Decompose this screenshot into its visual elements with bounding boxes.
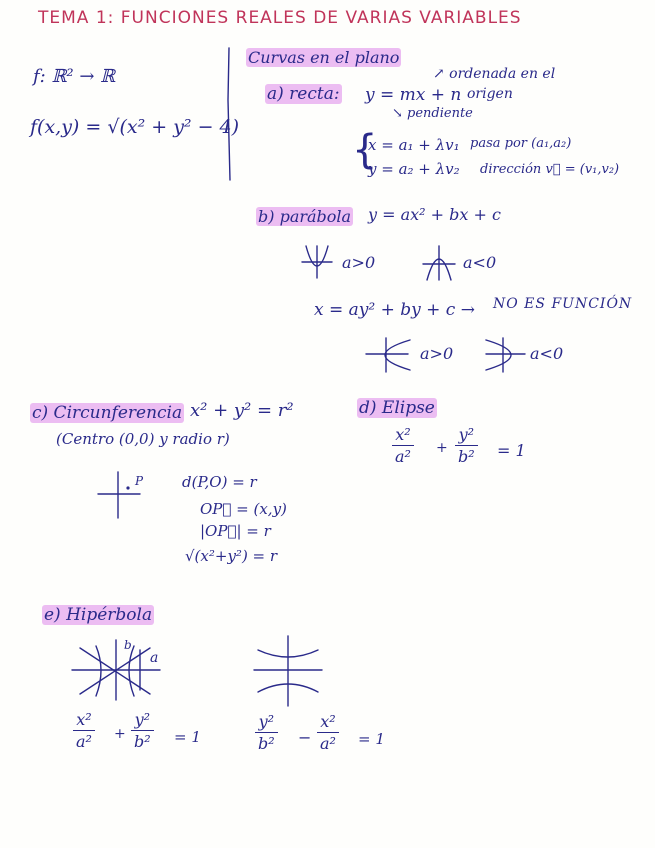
sqrt-eq: √(x²+y²) = r (185, 547, 278, 565)
line-equation: y = mx + n (365, 85, 462, 105)
hyperbola2-equals: = 1 (358, 730, 385, 748)
system-brace-icon: { (352, 127, 378, 173)
not-function-note: NO ES FUNCIÓN (493, 296, 633, 312)
page-title: TEMA 1: FUNCIONES REALES DE VARIAS VARIABLES (38, 8, 522, 28)
cond-up: a>0 (342, 253, 376, 272)
circle-label: c) Circunferencia (32, 403, 183, 423)
function-definition: f(x,y) = √(x² + y² − 4) (30, 116, 240, 138)
param-y: y = a₂ + λv₂ (368, 160, 460, 178)
hyperbola1-op: + (114, 726, 126, 742)
line-label: a) recta: (267, 84, 340, 104)
passes-through: pasa por (a₁,a₂) (470, 136, 572, 151)
hyperbola-label: e) Hipérbola (44, 605, 153, 625)
hyperbola2-fraction-x: x² a² (317, 712, 339, 753)
circle-equation: x² + y² = r² (190, 400, 294, 421)
ellipse-equals: = 1 (497, 441, 526, 460)
section-heading: Curvas en el plano (248, 48, 400, 67)
param-x: x = a₁ + λv₁ (368, 136, 460, 154)
note-pendiente: ↘ pendiente (392, 106, 473, 121)
circle-note: (Centro (0,0) y radio r) (56, 430, 230, 448)
hyperbola2-op: − (298, 728, 312, 747)
cond-right: a<0 (530, 344, 564, 363)
parabola-x-equation: x = ay² + by + c → (314, 300, 475, 320)
hyperbola2-fraction-y: y² b² (255, 712, 278, 753)
ellipse-plus: + (436, 440, 448, 456)
parabola-label: b) parábola (258, 207, 352, 226)
domain-definition: f: ℝ² → ℝ (33, 66, 116, 87)
vector-op: OP⃗ = (x,y) (200, 500, 287, 518)
note-ordenada: ↗ ordenada en el (433, 66, 556, 82)
parabola-equation: y = ax² + bx + c (368, 205, 501, 224)
direction-vector: dirección v⃗ = (v₁,v₂) (480, 162, 620, 177)
b-label: b (124, 638, 132, 652)
cond-left: a>0 (420, 344, 454, 363)
ellipse-fraction-y: y² b² (455, 425, 478, 466)
modulus-op: |OP⃗| = r (200, 522, 271, 540)
cond-down: a<0 (463, 253, 497, 272)
distance-eq: d(P,O) = r (182, 473, 257, 491)
note-origen: origen (467, 86, 513, 102)
ellipse-label: d) Elipse (359, 398, 435, 418)
hyperbola1-equals: = 1 (174, 728, 201, 746)
hyperbola1-fraction-x: x² a² (73, 710, 95, 751)
ellipse-fraction-x: x² a² (392, 425, 414, 466)
point-label: P (135, 474, 144, 488)
hyperbola1-fraction-y: y² b² (131, 710, 154, 751)
a-label: a (150, 650, 159, 666)
